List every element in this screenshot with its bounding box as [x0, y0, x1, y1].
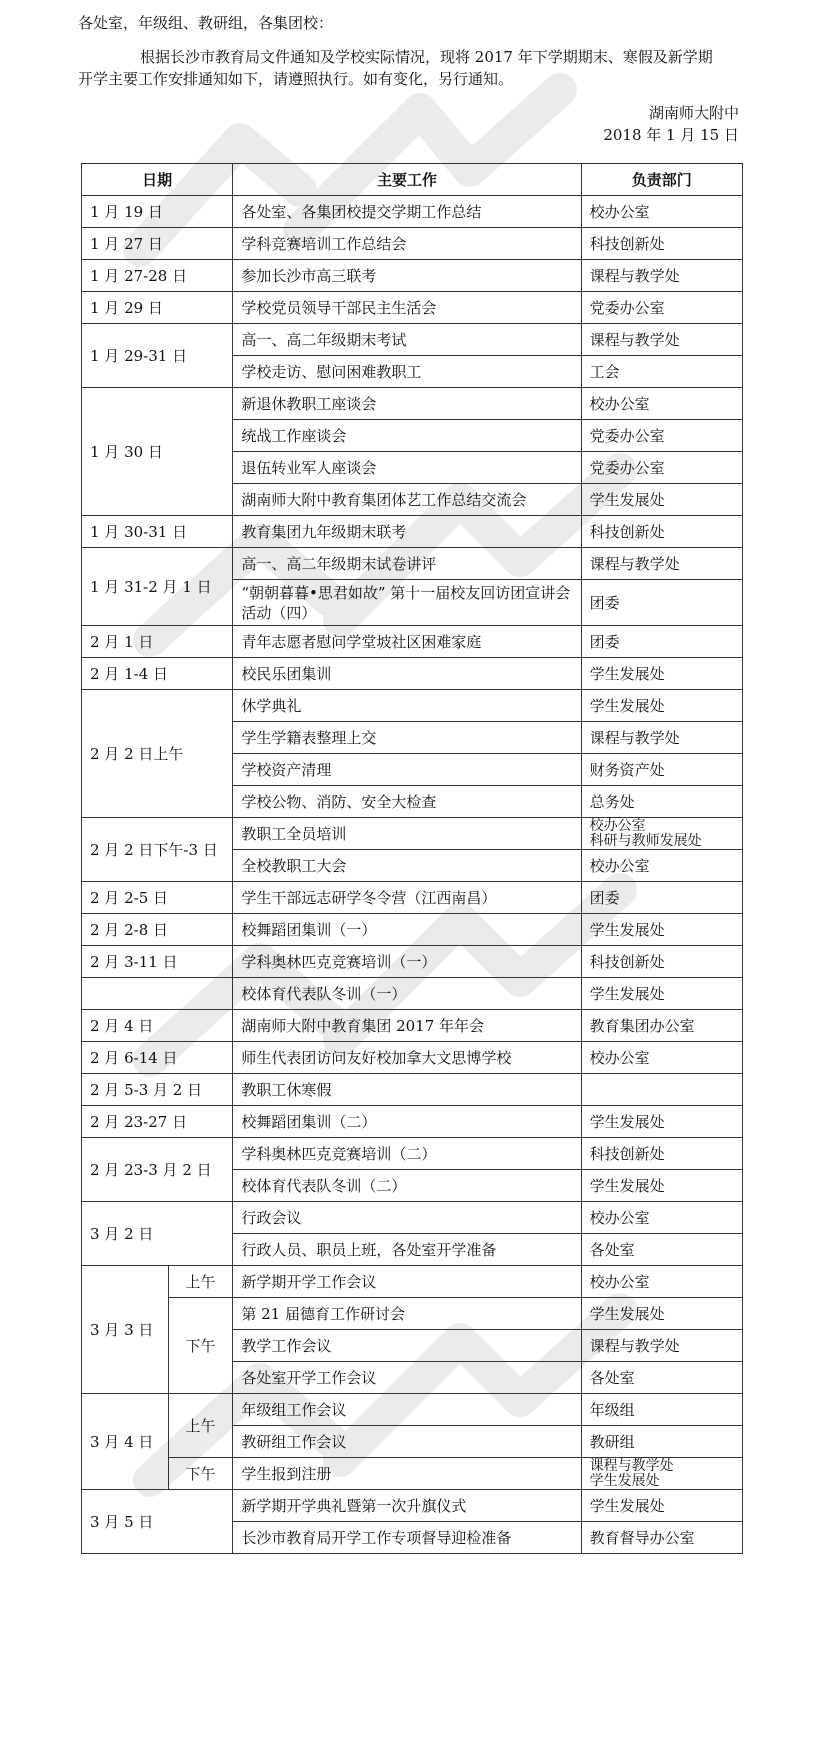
task-cell: 学科奥林匹克竞赛培训（一） [233, 946, 581, 978]
dept-text: 各处室 [589, 1368, 635, 1387]
period-cell: 上午 [168, 1266, 233, 1298]
task-cell: 学校党员领导干部民主生活会 [233, 292, 581, 324]
dept-cell [581, 690, 742, 722]
date-cell: 2 月 1-4 日 [82, 658, 233, 690]
task-cell: 校舞蹈团集训（二） [233, 1106, 581, 1138]
dept-cell [581, 946, 742, 978]
dept-text: 学生发展处 [589, 1304, 665, 1323]
table-row [82, 196, 743, 228]
task-cell: 各处室、各集团校提交学期工作总结 [233, 196, 581, 228]
dept-cell [581, 1202, 742, 1234]
dept-cell [581, 978, 742, 1010]
task-cell: 学生干部远志研学冬令营（江西南昌） [233, 882, 581, 914]
dept-cell [581, 1490, 742, 1522]
table-row [82, 516, 743, 548]
dept-cell [581, 658, 742, 690]
dept-cell [581, 914, 742, 946]
dept-text: 学生发展处 [589, 696, 665, 715]
task-cell: 年级组工作会议 [233, 1394, 581, 1426]
dept-cell [581, 1138, 742, 1170]
dept-cell [581, 722, 742, 754]
task-cell: 校体育代表队冬训（一） [233, 978, 581, 1010]
dept-text: 财务资产处 [589, 760, 665, 779]
date-cell: 2 月 4 日 [82, 1010, 233, 1042]
task-cell: 教育集团九年级期末联考 [233, 516, 581, 548]
task-cell: 学生学籍表整理上交 [233, 722, 581, 754]
task-cell: 统战工作座谈会 [233, 420, 581, 452]
dept-cell [581, 1330, 742, 1362]
dept-cell [581, 196, 742, 228]
task-cell: 长沙市教育局开学工作专项督导迎检准备 [233, 1522, 581, 1554]
issue-date: 2018 年 1 月 15 日 [603, 126, 739, 144]
dept-text: 校办公室 [589, 1048, 650, 1067]
task-cell: 教研组工作会议 [233, 1426, 581, 1458]
task-cell: 学科竞赛培训工作总结会 [233, 228, 581, 260]
table-row [82, 388, 743, 420]
task-cell: 教学工作会议 [233, 1330, 581, 1362]
table-row [82, 946, 743, 978]
intro-line-1: 根据长沙市教育局文件通知及学校实际情况，现将 2017 年下学期期末、寒假及新学期 [140, 48, 713, 66]
dept-text: 党委办公室 [589, 426, 665, 445]
table-row [82, 228, 743, 260]
table-row [82, 1394, 743, 1426]
dept-text: 学生发展处 [589, 920, 665, 939]
task-cell: 各处室开学工作会议 [233, 1362, 581, 1394]
dept-text: 课程与教学处 [589, 266, 680, 285]
task-cell: 学生报到注册 [233, 1458, 581, 1490]
dept-cell [581, 292, 742, 324]
dept-text: 各处室 [589, 1240, 635, 1259]
table-row [82, 1266, 743, 1298]
dept-text: 课程与教学处 [589, 554, 680, 573]
table-row [82, 658, 743, 690]
task-cell: 新学期开学工作会议 [233, 1266, 581, 1298]
dept-cell [581, 484, 742, 516]
date-cell: 3 月 4 日 [82, 1394, 169, 1490]
task-cell: 高一、高二年级期末考试 [233, 324, 581, 356]
date-cell: 2 月 1 日 [82, 626, 233, 658]
dept-text: 学生发展处 [589, 984, 665, 1003]
dept-text: 总务处 [589, 792, 635, 811]
dept-cell [581, 882, 742, 914]
dept-text: 学生发展处 [589, 1496, 665, 1515]
task-cell: 校体育代表队冬训（二） [233, 1170, 581, 1202]
dept-cell [581, 516, 742, 548]
task-cell: 学校资产清理 [233, 754, 581, 786]
dept-text: 科技创新处 [589, 234, 665, 253]
table-row [82, 1106, 743, 1138]
task-cell: 学科奥林匹克竞赛培训（二） [233, 1138, 581, 1170]
dept-cell [581, 1042, 742, 1074]
dept-cell [581, 850, 742, 882]
dept-text: 校办公室 [589, 1208, 650, 1227]
date-cell: 1 月 27-28 日 [82, 260, 233, 292]
task-cell: 参加长沙市高三联考 [233, 260, 581, 292]
date-cell: 1 月 31-2 月 1 日 [82, 548, 233, 626]
dept-cell [581, 548, 742, 580]
task-cell: 全校教职工大会 [233, 850, 581, 882]
task-cell: 行政人员、职员上班，各处室开学准备 [233, 1234, 581, 1266]
dept-cell [581, 1426, 742, 1458]
dept-cell [581, 1234, 742, 1266]
dept-cell [581, 356, 742, 388]
schedule-table [81, 163, 743, 1554]
dept-text: 校办公室 [589, 394, 650, 413]
dept-cell [581, 818, 742, 850]
table-row [82, 548, 743, 580]
date-cell: 2 月 6-14 日 [82, 1042, 233, 1074]
table-row [82, 1490, 743, 1522]
dept-text: 校办公室 [589, 1272, 650, 1291]
dept-cell [581, 388, 742, 420]
dept-text: 学生发展处 [589, 490, 665, 509]
period-cell: 下午 [168, 1458, 233, 1490]
dept-cell [581, 260, 742, 292]
dept-cell [581, 580, 742, 626]
dept-cell [581, 1458, 742, 1490]
table-row [82, 1010, 743, 1042]
dept-text: 课程与教学处 [589, 1457, 674, 1474]
dept-text: 课程与教学处 [589, 330, 680, 349]
dept-cell [581, 1298, 742, 1330]
date-cell: 3 月 2 日 [82, 1202, 233, 1266]
table-header-row [82, 164, 743, 196]
dept-text-2: 科研与教师发展处 [589, 832, 702, 849]
date-cell: 2 月 3-11 日 [82, 946, 233, 978]
dept-text: 工会 [589, 362, 620, 381]
dept-text: 课程与教学处 [589, 728, 680, 747]
task-cell: 行政会议 [233, 1202, 581, 1234]
table-row [82, 1202, 743, 1234]
date-cell: 2 月 2-5 日 [82, 882, 233, 914]
dept-text: 科技创新处 [589, 1144, 665, 1163]
table-row [82, 626, 743, 658]
dept-text: 科技创新处 [589, 952, 665, 971]
table-row [82, 1138, 743, 1170]
dept-cell [581, 1074, 742, 1106]
dept-text: 团委 [589, 888, 620, 907]
period-cell: 上午 [168, 1394, 233, 1458]
date-cell: 2 月 5-3 月 2 日 [82, 1074, 233, 1106]
table-row [82, 260, 743, 292]
date-cell: 1 月 30-31 日 [82, 516, 233, 548]
dept-text: 科技创新处 [589, 522, 665, 541]
task-cell: 校舞蹈团集训（一） [233, 914, 581, 946]
header-dept: 负责部门 [581, 164, 742, 196]
table-row [82, 818, 743, 850]
table-row [82, 914, 743, 946]
dept-text: 年级组 [589, 1400, 635, 1419]
dept-cell [581, 626, 742, 658]
dept-text: 教育集团办公室 [589, 1016, 695, 1035]
intro-line-2: 开学主要工作安排通知如下，请遵照执行。如有变化，另行通知。 [78, 70, 514, 88]
date-cell: 3 月 5 日 [82, 1490, 233, 1554]
date-cell: 2 月 2 日下午-3 日 [82, 818, 233, 882]
table-row [82, 1458, 743, 1490]
period-cell: 下午 [168, 1298, 233, 1394]
date-cell: 2 月 23-27 日 [82, 1106, 233, 1138]
task-cell: 学校走访、慰问困难教职工 [233, 356, 581, 388]
date-cell: 2 月 2-8 日 [82, 914, 233, 946]
dept-text: 教研组 [589, 1432, 635, 1451]
header-task: 主要工作 [233, 164, 581, 196]
dept-text: 校办公室 [589, 202, 650, 221]
dept-cell [581, 1106, 742, 1138]
dept-cell [581, 452, 742, 484]
schedule-body [82, 196, 743, 1554]
task-cell: 退伍转业军人座谈会 [233, 452, 581, 484]
dept-cell [581, 1170, 742, 1202]
task-cell: 第 21 届德育工作研讨会 [233, 1298, 581, 1330]
table-row [82, 292, 743, 324]
header-date: 日期 [82, 164, 233, 196]
date-cell: 1 月 27 日 [82, 228, 233, 260]
dept-cell [581, 786, 742, 818]
date-cell: 1 月 29-31 日 [82, 324, 233, 388]
table-row [82, 1042, 743, 1074]
dept-text: 学生发展处 [589, 1112, 665, 1131]
date-cell: 1 月 19 日 [82, 196, 233, 228]
table-row [82, 324, 743, 356]
dept-cell [581, 228, 742, 260]
date-cell: 1 月 29 日 [82, 292, 233, 324]
dept-text: 团委 [589, 632, 620, 651]
dept-cell [581, 754, 742, 786]
dept-text: 学生发展处 [589, 664, 665, 683]
dept-cell [581, 1522, 742, 1554]
table-row [82, 1074, 743, 1106]
dept-cell [581, 420, 742, 452]
addressee-line: 各处室，年级组、教研组，各集团校： [78, 14, 334, 32]
dept-text-2: 学生发展处 [589, 1472, 660, 1489]
date-cell: 2 月 23-3 月 2 日 [82, 1138, 233, 1202]
date-cell: 1 月 30 日 [82, 388, 233, 516]
dept-text: 校办公室 [589, 856, 650, 875]
task-cell: 教职工休寒假 [233, 1074, 581, 1106]
dept-text: 学生发展处 [589, 1176, 665, 1195]
task-cell: 学校公物、消防、安全大检查 [233, 786, 581, 818]
task-cell: 青年志愿者慰问学堂坡社区困难家庭 [233, 626, 581, 658]
dept-text: 党委办公室 [589, 298, 665, 317]
dept-text: 课程与教学处 [589, 1336, 680, 1355]
table-row [82, 978, 743, 1010]
dept-cell [581, 1010, 742, 1042]
task-cell: 湖南师大附中教育集团 2017 年年会 [233, 1010, 581, 1042]
dept-text: 教育督导办公室 [589, 1528, 695, 1547]
task-cell: 新退休教职工座谈会 [233, 388, 581, 420]
task-cell: 师生代表团访问友好校加拿大文思博学校 [233, 1042, 581, 1074]
dept-text: 团委 [589, 593, 620, 612]
dept-cell [581, 324, 742, 356]
dept-text: 校办公室 [589, 817, 646, 834]
date-cell [82, 978, 233, 1010]
task-cell: 校民乐团集训 [233, 658, 581, 690]
table-row [82, 1298, 743, 1330]
dept-text: 党委办公室 [589, 458, 665, 477]
dept-cell [581, 1266, 742, 1298]
table-row [82, 690, 743, 722]
dept-cell [581, 1394, 742, 1426]
task-cell: “朝朝暮暮•思君如故” 第十一届校友回访团宣讲会活动（四） [233, 580, 581, 626]
dept-cell [581, 1362, 742, 1394]
task-cell: 新学期开学典礼暨第一次升旗仪式 [233, 1490, 581, 1522]
task-cell: 休学典礼 [233, 690, 581, 722]
task-cell: 教职工全员培训 [233, 818, 581, 850]
date-cell: 3 月 3 日 [82, 1266, 169, 1394]
date-cell: 2 月 2 日上午 [82, 690, 233, 818]
table-row [82, 882, 743, 914]
task-cell: 湖南师大附中教育集团体艺工作总结交流会 [233, 484, 581, 516]
issuing-organization: 湖南师大附中 [648, 104, 739, 122]
task-cell: 高一、高二年级期末试卷讲评 [233, 548, 581, 580]
